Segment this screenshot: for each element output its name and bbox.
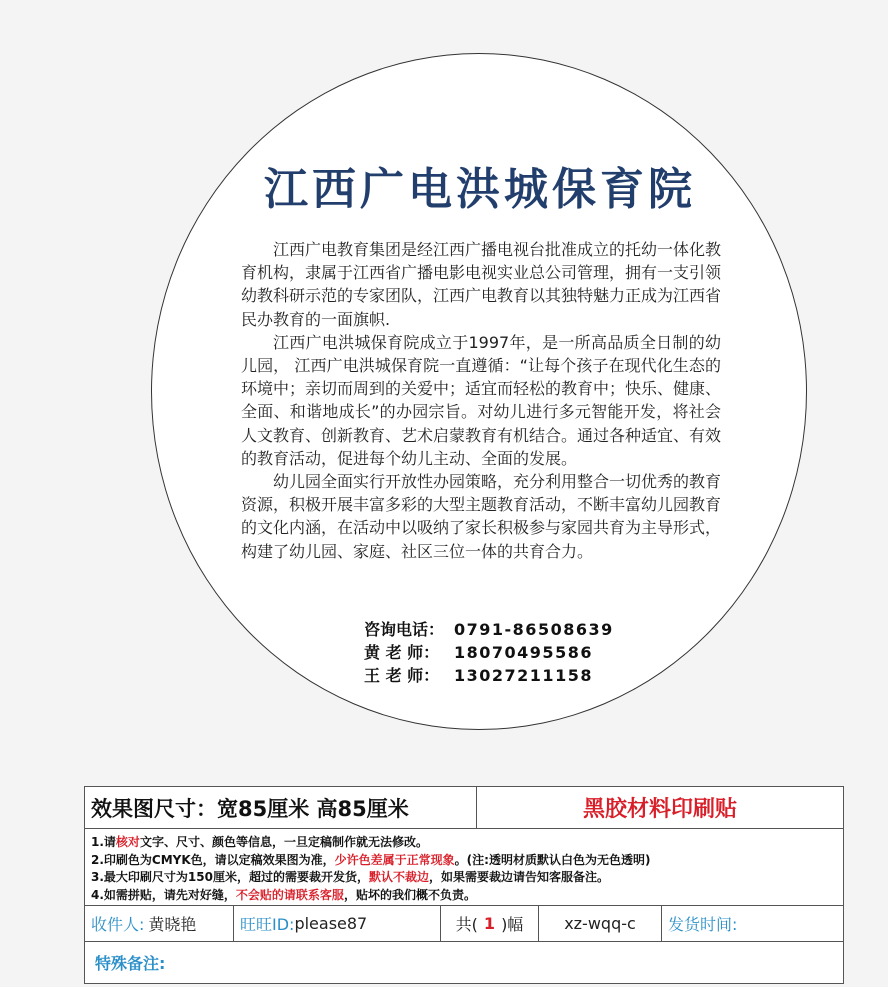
contact-row <box>364 641 614 664</box>
paragraph-3: 幼儿园全面实行开放性办园策略，充分利用整合一切优秀的教育资源，积极开展丰富多彩的大型主题教育活动，不断丰富幼儿园教育的文化内涵，在活动中以吸纳了家长积极参与家园共育为主导形式，构建了幼儿园、家庭、社区三位一体的共育合力。 <box>241 472 722 561</box>
recipient-name: 黄晓艳 <box>148 915 197 934</box>
notice-list <box>85 829 843 906</box>
intro-text <box>241 238 721 563</box>
contact-phone: 0791-86508639 <box>454 620 614 639</box>
special-notes-row <box>85 942 843 983</box>
quantity-cell: 共( 1 )幅 <box>441 906 539 941</box>
order-code: xz-wqq-c <box>539 906 662 941</box>
quantity-value: 1 <box>483 914 496 933</box>
sticker-title: 江西广电洪城保育院 <box>264 164 696 215</box>
contact-list <box>364 618 614 687</box>
ship-time-label: 发货时间: <box>668 915 738 934</box>
wangwang-id: please87 <box>294 914 368 933</box>
contact-label: 咨询电话： <box>364 620 445 639</box>
paragraph-2: 江西广电洪城保育院成立于1997年，是一所高品质全日制的幼儿园， 江西广电洪城保育院一直遵循：“让每个孩子在现代化生态的环境中；亲切而周到的关爱中；适宜而轻松的教育中；快乐、健康、全面、和谐地成长”的办园宗旨。对幼儿进行多元智能开发，将社会人文教育、创新教育、艺术启蒙教育有机结合。通过各种适宜、有效的教育活动，促进每个幼儿主动、全面的发展。 <box>241 332 722 468</box>
contact-label: 王 老 师： <box>364 666 440 685</box>
order-info-table <box>84 786 844 984</box>
contact-phone: 13027211158 <box>454 666 593 685</box>
contact-row <box>364 618 614 641</box>
special-notes-label: 特殊备注: <box>95 954 166 973</box>
notice-line-1: 1.请核对文字、尺寸、颜色等信息，一旦定稿制作就无法修改。 <box>91 835 428 849</box>
recipient-label: 收件人: <box>91 915 145 934</box>
recipient-cell <box>85 906 234 941</box>
size-row <box>85 787 843 829</box>
contact-row <box>364 664 614 687</box>
contact-label: 黄 老 师： <box>364 643 440 662</box>
notice-line-2: 2.印刷色为CMYK色，请以定稿效果图为准，少许色差属于正常现象。(注:透明材质默认白色为无色透明) <box>91 852 651 867</box>
paragraph-1: 江西广电教育集团是经江西广播电视台批准成立的托幼一体化教育机构，隶属于江西省广播电影电视实业总公司管理，拥有一支引领幼教科研示范的专家团队，江西广电教育以其独特魅力正成为江西省民办教育的一面旗帜. <box>241 240 722 329</box>
contact-phone: 18070495586 <box>454 643 593 662</box>
notice-line-3: 3.最大印刷尺寸为150厘米，超过的需要裁开发货，默认不裁边，如果需要裁边请告知客服备注。 <box>91 870 609 884</box>
material-label: 黑胶材料印刷贴 <box>582 797 737 822</box>
size-spec: 效果图尺寸：宽85厘米 高85厘米 <box>85 787 477 828</box>
wangwang-label: 旺旺ID: <box>240 915 295 934</box>
notice-line-4: 4.如需拼贴，请先对好缝，不会贴的请联系客服，贴坏的我们概不负责。 <box>91 887 476 902</box>
ship-time-cell <box>662 906 845 941</box>
order-details-row <box>85 906 843 942</box>
wangwang-cell <box>234 906 441 941</box>
